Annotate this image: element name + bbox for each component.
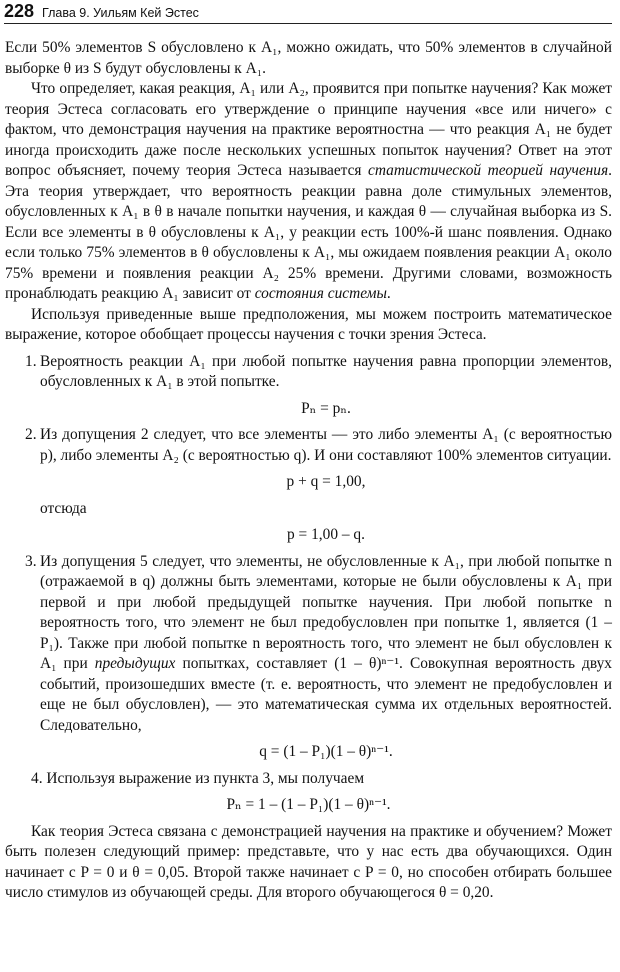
- list-item-1: [5, 352, 612, 420]
- list-item-4-text: 4. Используя выражение из пункта 3, мы получаем: [31, 769, 365, 787]
- formula-3: q = (1 – P₁)(1 – θ)ⁿ⁻¹.: [259, 743, 393, 760]
- list-item-2-number: 2.: [25, 426, 37, 443]
- closing-paragraph: Как теория Эстеса связана с демонстрацией научения на практике и обучением? Может быть полезен следующий пример: представьте, что у нас есть два обучающихся. Один начинает с P = 0 и θ = 0,05. Второй также начинает с P = 0, но способен отбирать большее число стимулов из обучающей среды. Для второго обучающегося θ = 0,20.: [5, 822, 612, 901]
- paragraph-2: [5, 79, 612, 305]
- list-item-1-text: Вероятность реакции A₁ при любой попытке научения равна пропорции элементов, обусловленных к A₁ в этой попытке.: [40, 352, 612, 390]
- list-item-3-number: 3.: [25, 552, 37, 570]
- list-item-3-emphasis: предыдущих: [94, 655, 176, 672]
- list-item-2-text: Из допущения 2 следует, что все элементы — это либо элементы A₁ (с вероятностью p), либо элементы A₂ (с вероятностью q). И они составляют 100% элементов ситуации.: [40, 426, 612, 464]
- formula-2a: p + q = 1,00,: [286, 473, 366, 490]
- formula-1: Pₙ = pₙ.: [301, 399, 351, 417]
- list-item-1-number: 1.: [25, 352, 37, 370]
- list-item-3-text: [40, 552, 612, 737]
- page-header: [4, 0, 612, 24]
- list-item-2-between: отсюда: [40, 499, 87, 517]
- list-item-3-text-b: попытках, составляет (1 – θ)ⁿ⁻¹. Совокупная вероятность двух событий, произошедших вместе (т. е. вероятность, что элемент не предобусловлен и еще не был обусловлен), — это математическая сумма их отдельных вероятностей. Следовательно,: [40, 655, 612, 734]
- running-head: Глава 9. Уильям Кей Эстес: [42, 6, 199, 20]
- list-item-3: [5, 552, 612, 763]
- paragraph-2-emphasis-1: статистической теорией научения: [368, 162, 609, 179]
- paragraph-2-text-c: .: [386, 285, 391, 302]
- numbered-list: [5, 352, 612, 816]
- page-number: 228: [4, 1, 35, 21]
- page-body: [5, 38, 612, 904]
- paragraph-2-text-b: . Эта теория утверждает, что вероятность реакции равна доле стимульных элементов, обусловленных к A₁ в θ в начале попытки научения, и каждая θ — случайная выборка из S. Если все элементы в θ обусловлены к A₁, у реакции есть 100%-й шанс появления. Однако если только 75% элементов в θ обусловлены к A₁, мы ожидаем появления реакции A₁ около 75% времени и появления реакции A₂ 25% времени. Другими словами, возможность пронаблюдать реакцию A₁ зависит от: [5, 162, 612, 302]
- paragraph-2-emphasis-2: состояния системы: [254, 285, 387, 302]
- paragraph-2-text-a: Что определяет, какая реакция, A₁ или A₂, проявится при попытке научения? Как может теория Эстеса согласовать его утверждение о принципе научения «все или ничего» с фактом, что демонстрация научения на практике вероятностна — что реакция A₁ не будет иногда происходить даже после нескольких успешных попыток научения? Ответ на этот вопрос объясняет, почему теория Эстеса называется: [5, 80, 612, 179]
- paragraph-3: Используя приведенные выше предположения, мы можем построить математическое выражение, которое обобщает процессы научения с точки зрения Эстеса.: [5, 305, 612, 343]
- list-item-3-text-a: Из допущения 5 следует, что элементы, не обусловленные к A₁, при любой попытке n (отражаемой в q) должны быть элементами, которые не были обусловлены к A₁ при первой и при любой предыдущей попытке научения. При любой попытке n вероятность того, что элемент не был предобусловлен при попытке 1, является (1 – P₁). Также при любой попытке n вероятность того, что элемент не был обусловлен к A₁ при: [40, 552, 612, 672]
- formula-2b: p = 1,00 – q.: [287, 526, 365, 543]
- paragraph-1: Если 50% элементов S обусловлено к A₁, можно ожидать, что 50% элементов в случайной выборке θ из S будут обусловлены к A₁.: [5, 39, 612, 77]
- formula-4: Pₙ = 1 – (1 – P₁)(1 – θ)ⁿ⁻¹.: [226, 796, 391, 813]
- list-item-2: [5, 425, 612, 546]
